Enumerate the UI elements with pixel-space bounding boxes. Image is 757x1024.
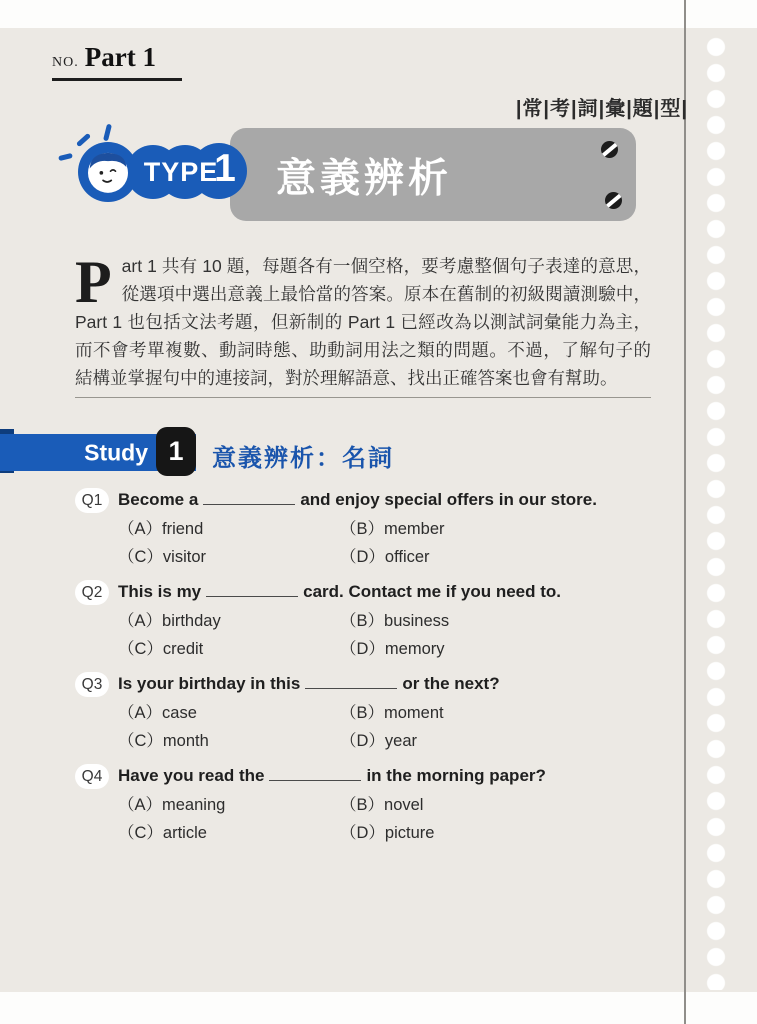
option-text: memory xyxy=(384,640,445,658)
part-title: Part 1 xyxy=(84,42,156,72)
sparkle-icon xyxy=(76,133,91,147)
option-label: （B） xyxy=(340,520,385,538)
type-title-plate xyxy=(230,128,636,221)
option-label: （C） xyxy=(118,548,163,566)
option-a xyxy=(118,700,340,726)
question-number-badge: Q1 xyxy=(75,488,109,513)
question-number-badge: Q4 xyxy=(75,764,109,789)
option-label: （C） xyxy=(118,640,163,658)
option-d xyxy=(340,544,655,570)
question-text-after: or the next? xyxy=(402,674,500,693)
question-text xyxy=(118,579,561,605)
option-label: （C） xyxy=(118,824,163,842)
option-label: （D） xyxy=(340,824,385,842)
option-label: （D） xyxy=(340,732,385,750)
question-text xyxy=(118,487,597,513)
option-label: （B） xyxy=(340,796,385,814)
study-title: 意義辨析：名詞 xyxy=(212,445,394,472)
option-d xyxy=(340,636,655,662)
question-text-after: and enjoy special offers in our store. xyxy=(300,490,597,509)
question-block xyxy=(75,671,655,754)
question-text xyxy=(118,671,500,697)
question-block xyxy=(75,579,655,662)
option-label: （B） xyxy=(340,704,385,722)
option-c xyxy=(118,544,340,570)
option-b xyxy=(340,792,655,818)
part-heading xyxy=(52,42,182,81)
option-text: moment xyxy=(384,704,444,722)
option-label: （B） xyxy=(340,612,385,630)
no-label: NO. xyxy=(52,55,79,70)
type-title: 意義辨析 xyxy=(276,156,452,200)
answer-blank xyxy=(305,684,397,689)
binder-holes xyxy=(703,34,729,990)
question-list xyxy=(75,487,655,855)
sparkle-icon xyxy=(103,124,112,142)
answer-blank xyxy=(269,776,361,781)
question-text-before: This is my xyxy=(118,582,202,601)
question-text-before: Is your birthday in this xyxy=(118,674,301,693)
intro-divider xyxy=(75,397,651,398)
intro-paragraph xyxy=(75,249,651,392)
option-label: （A） xyxy=(118,704,163,722)
option-label: （A） xyxy=(118,520,163,538)
type-banner xyxy=(56,126,636,226)
study-label: Study xyxy=(84,439,148,465)
question-text-after: card. Contact me if you need to. xyxy=(303,582,562,601)
question-text xyxy=(118,763,546,789)
question-number-badge: Q3 xyxy=(75,672,109,697)
question-text-before: Become a xyxy=(118,490,199,509)
screw-icon xyxy=(605,192,622,209)
option-a xyxy=(118,608,340,634)
option-text: member xyxy=(384,520,445,538)
study-number-badge: 1 xyxy=(156,427,196,476)
option-text: birthday xyxy=(162,612,221,630)
option-text: meaning xyxy=(162,796,226,814)
option-label: （A） xyxy=(118,796,163,814)
option-label: （C） xyxy=(118,732,163,750)
option-text: case xyxy=(162,704,197,722)
drop-cap: P xyxy=(75,249,112,315)
option-d xyxy=(340,728,655,754)
type-number: 1 xyxy=(214,147,236,190)
option-b xyxy=(340,700,655,726)
question-text-before: Have you read the xyxy=(118,766,265,785)
option-text: officer xyxy=(384,548,430,566)
option-text: credit xyxy=(162,640,204,658)
section-tag: |常|考|詞|彙|題|型| xyxy=(515,98,688,120)
option-d xyxy=(340,820,655,846)
question-block xyxy=(75,487,655,570)
question-block xyxy=(75,763,655,846)
option-text: article xyxy=(162,824,207,842)
mascot-face-icon xyxy=(83,147,133,197)
sparkle-icon xyxy=(58,153,73,161)
option-c xyxy=(118,636,340,662)
option-b xyxy=(340,516,655,542)
question-number-badge: Q2 xyxy=(75,580,109,605)
option-b xyxy=(340,608,655,634)
screw-icon xyxy=(601,141,618,158)
option-a xyxy=(118,792,340,818)
question-text-after: in the morning paper? xyxy=(366,766,546,785)
intro-text: art 1 共有 10 題，每題各有一個空格，要考慮整個句子表達的意思，從選項中選出意義上最恰當的答案。原本在舊制的初級閱讀測驗中，Part 1 也包括文法考題，但新制的 Part 1 已經改為以測試詞彙能力為主，而不會考單複數、動詞時態、助動詞用法之類的問題。不過，了解句子的結構並掌握句中的連接詞，對於理解語意、找出正確答案也會有幫助。 xyxy=(75,256,651,388)
option-label: （D） xyxy=(340,640,385,658)
option-text: business xyxy=(384,612,450,630)
spine-divider-line xyxy=(684,0,686,1024)
option-label: （D） xyxy=(340,548,385,566)
option-text: friend xyxy=(162,520,204,538)
option-text: novel xyxy=(384,796,424,814)
option-a xyxy=(118,516,340,542)
option-c xyxy=(118,820,340,846)
option-label: （A） xyxy=(118,612,163,630)
option-c xyxy=(118,728,340,754)
option-text: year xyxy=(384,732,418,750)
type-label: TYPE xyxy=(143,157,219,187)
option-text: picture xyxy=(384,824,435,842)
answer-blank xyxy=(206,592,298,597)
option-text: visitor xyxy=(162,548,207,566)
option-text: month xyxy=(162,732,209,750)
answer-blank xyxy=(203,500,295,505)
